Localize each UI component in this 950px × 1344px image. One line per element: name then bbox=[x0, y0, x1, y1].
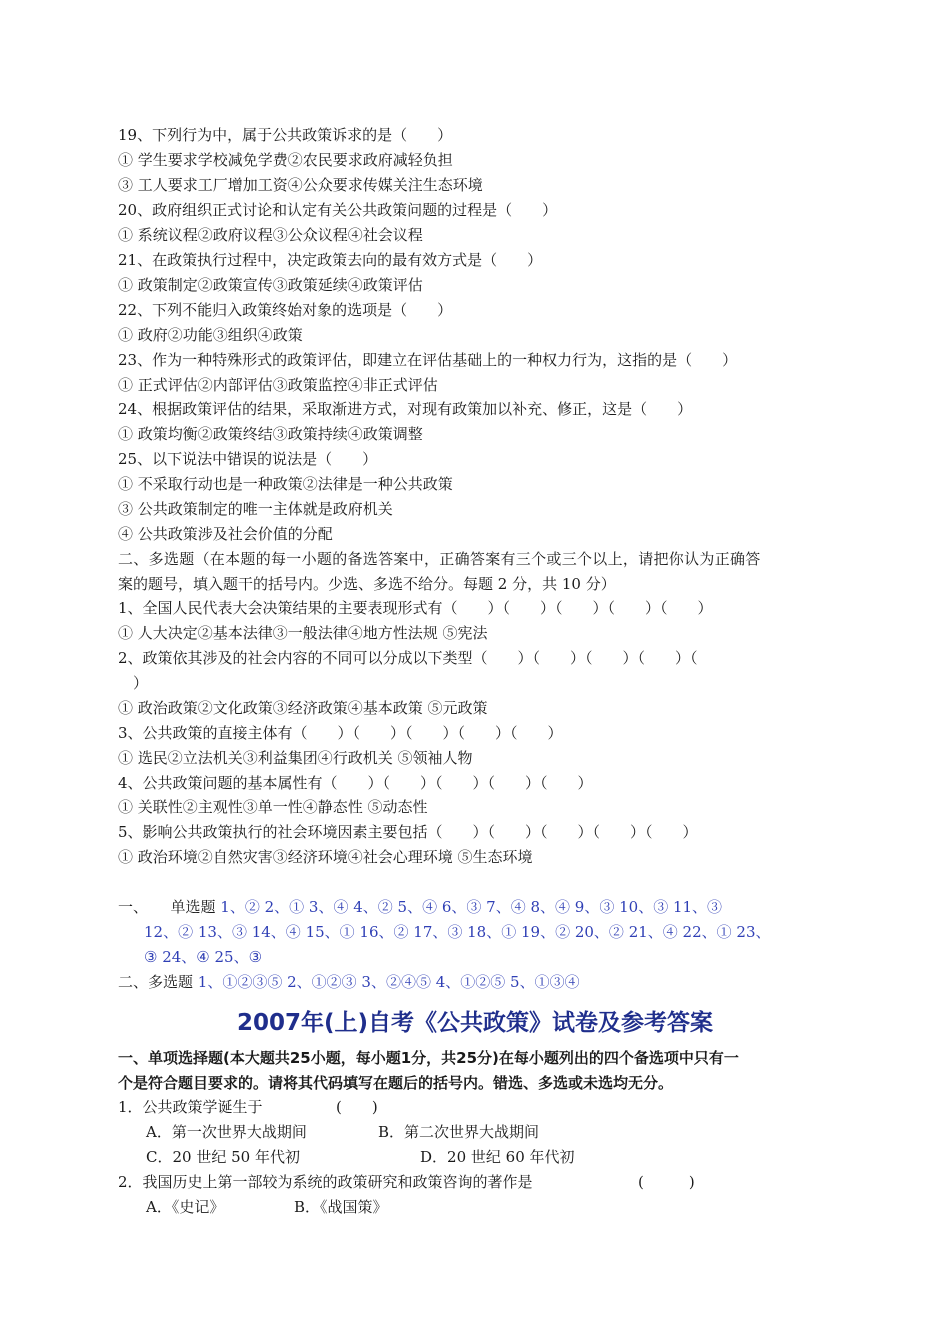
option-a: A．第一次世界大战期间 bbox=[146, 1123, 307, 1141]
question-20-options: ① 系统议程②政府议程③公众议程④社会议程 bbox=[118, 226, 423, 244]
option-a: A．《史记》 bbox=[146, 1198, 225, 1216]
question-25-options-2: ③ 公共政策制定的唯一主体就是政府机关 bbox=[118, 500, 393, 518]
multi-question-1: 1、全国人民代表大会决策结果的主要表现形式有（ ）（ ）（ ）（ ）（ ） bbox=[118, 599, 713, 617]
option-c: C．20 世纪 50 年代初 bbox=[146, 1148, 300, 1166]
question-19: 19、下列行为中，属于公共政策诉求的是（ ） bbox=[118, 126, 453, 144]
answers-multi-line: 1、①②③⑤ 2、①②③ 3、②④⑤ 4、①②⑤ 5、①③④ bbox=[197, 973, 580, 991]
option-b: B．《战国策》 bbox=[294, 1198, 388, 1216]
exam-question-1-options-ab bbox=[146, 1121, 866, 1143]
question-19-options-1: ① 学生要求学校减免学费②农民要求政府减轻负担 bbox=[118, 151, 453, 169]
answers-single-label: 一、 单选题 bbox=[118, 898, 216, 916]
question-19-options-2: ③ 工人要求工厂增加工资④公众要求传媒关注生态环境 bbox=[118, 176, 483, 194]
exam-question-2-paren: ( ) bbox=[638, 1173, 695, 1191]
answers-single-line-1: 1、② 2、① 3、④ 4、② 5、④ 6、③ 7、④ 8、④ 9、③ 10、③ 11、③ bbox=[220, 898, 723, 916]
multi-choice-heading-2: 案的题号，填入题干的括号内。少选、多选不给分。每题 2 分，共 10 分） bbox=[118, 575, 616, 593]
question-21-options: ① 政策制定②政策宣传③政策延续④政策评估 bbox=[118, 276, 423, 294]
multi-question-5-options: ① 政治环境②自然灾害③经济环境④社会心理环境 ⑤生态环境 bbox=[118, 848, 533, 866]
option-b: B．第二次世界大战期间 bbox=[378, 1123, 540, 1141]
multi-question-4: 4、公共政策问题的基本属性有（ ）（ ）（ ）（ ）（ ） bbox=[118, 774, 593, 792]
question-23: 23、作为一种特殊形式的政策评估，即建立在评估基础上的一种权力行为，这指的是（ ） bbox=[118, 351, 738, 369]
question-22-options: ① 政府②功能③组织④政策 bbox=[118, 326, 303, 344]
question-25: 25、以下说法中错误的说法是（ ） bbox=[118, 450, 378, 468]
multi-question-1-options: ① 人大决定②基本法律③一般法律④地方性法规 ⑤宪法 bbox=[118, 624, 488, 642]
answers-single-line-3: ③ 24、④ 25、③ bbox=[144, 948, 263, 966]
exam-question-2: 2．我国历史上第一部较为系统的政策研究和政策咨询的著作是 ( ) bbox=[118, 1173, 695, 1191]
question-24-options: ① 政策均衡②政策终结③政策持续④政策调整 bbox=[118, 425, 423, 443]
question-20: 20、政府组织正式讨论和认定有关公共政策问题的过程是（ ） bbox=[118, 201, 558, 219]
question-24: 24、根据政策评估的结果，采取渐进方式，对现有政策加以补充、修正，这是（ ） bbox=[118, 400, 693, 418]
exam-title: 2007年(上)自考《公共政策》试卷及参考答案 bbox=[236, 1010, 714, 1036]
answers-multi-row bbox=[118, 971, 838, 993]
multi-question-2-options: ① 政治政策②文化政策③经济政策④基本政策 ⑤元政策 bbox=[118, 699, 488, 717]
answers-single-row-1 bbox=[118, 896, 838, 918]
multi-choice-heading-1: 二、多选题（在本题的每一小题的备选答案中，正确答案有三个或三个以上，请把你认为正确答 bbox=[118, 550, 761, 568]
section-heading-2: 个是符合题目要求的。请将其代码填写在题后的括号内。错选、多选或未选均无分。 bbox=[118, 1074, 674, 1092]
option-d: D．20 世纪 60 年代初 bbox=[420, 1148, 575, 1166]
multi-question-2-wrap: ） bbox=[118, 674, 149, 692]
exam-question-1-options-cd bbox=[146, 1146, 866, 1168]
multi-question-5: 5、影响公共政策执行的社会环境因素主要包括（ ）（ ）（ ）（ ）（ ） bbox=[118, 823, 698, 841]
question-21: 21、在政策执行过程中，决定政策去向的最有效方式是（ ） bbox=[118, 251, 543, 269]
multi-question-2: 2、政策依其涉及的社会内容的不同可以分成以下类型（ ）（ ）（ ）（ ）（ bbox=[118, 649, 698, 667]
question-22: 22、下列不能归入政策终始对象的选项是（ ） bbox=[118, 301, 453, 319]
section-heading-1: 一、单项选择题(本大题共25小题，每小题1分，共25分)在每小题列出的四个备选项中只有一 bbox=[118, 1049, 739, 1067]
multi-question-4-options: ① 关联性②主观性③单一性④静态性 ⑤动态性 bbox=[118, 798, 428, 816]
question-23-options: ① 正式评估②内部评估③政策监控④非正式评估 bbox=[118, 376, 438, 394]
multi-question-3-options: ① 选民②立法机关③利益集团④行政机关 ⑤领袖人物 bbox=[118, 749, 473, 767]
exam-question-1: 1．公共政策学诞生于 ( ) bbox=[118, 1098, 378, 1116]
multi-question-3: 3、公共政策的直接主体有（ ）（ ）（ ）（ ）（ ） bbox=[118, 724, 563, 742]
question-25-options-3: ④ 公共政策涉及社会价值的分配 bbox=[118, 525, 333, 543]
exam-question-2-options bbox=[146, 1196, 866, 1218]
answers-single-line-2: 12、② 13、③ 14、④ 15、① 16、② 17、③ 18、① 19、② 20、② 21、④ 22、① 23、 bbox=[144, 923, 771, 941]
question-25-options-1: ① 不采取行动也是一种政策②法律是一种公共政策 bbox=[118, 475, 453, 493]
answers-multi-label: 二、多选题 bbox=[118, 973, 194, 991]
exam-question-1-paren: ( ) bbox=[336, 1098, 378, 1116]
